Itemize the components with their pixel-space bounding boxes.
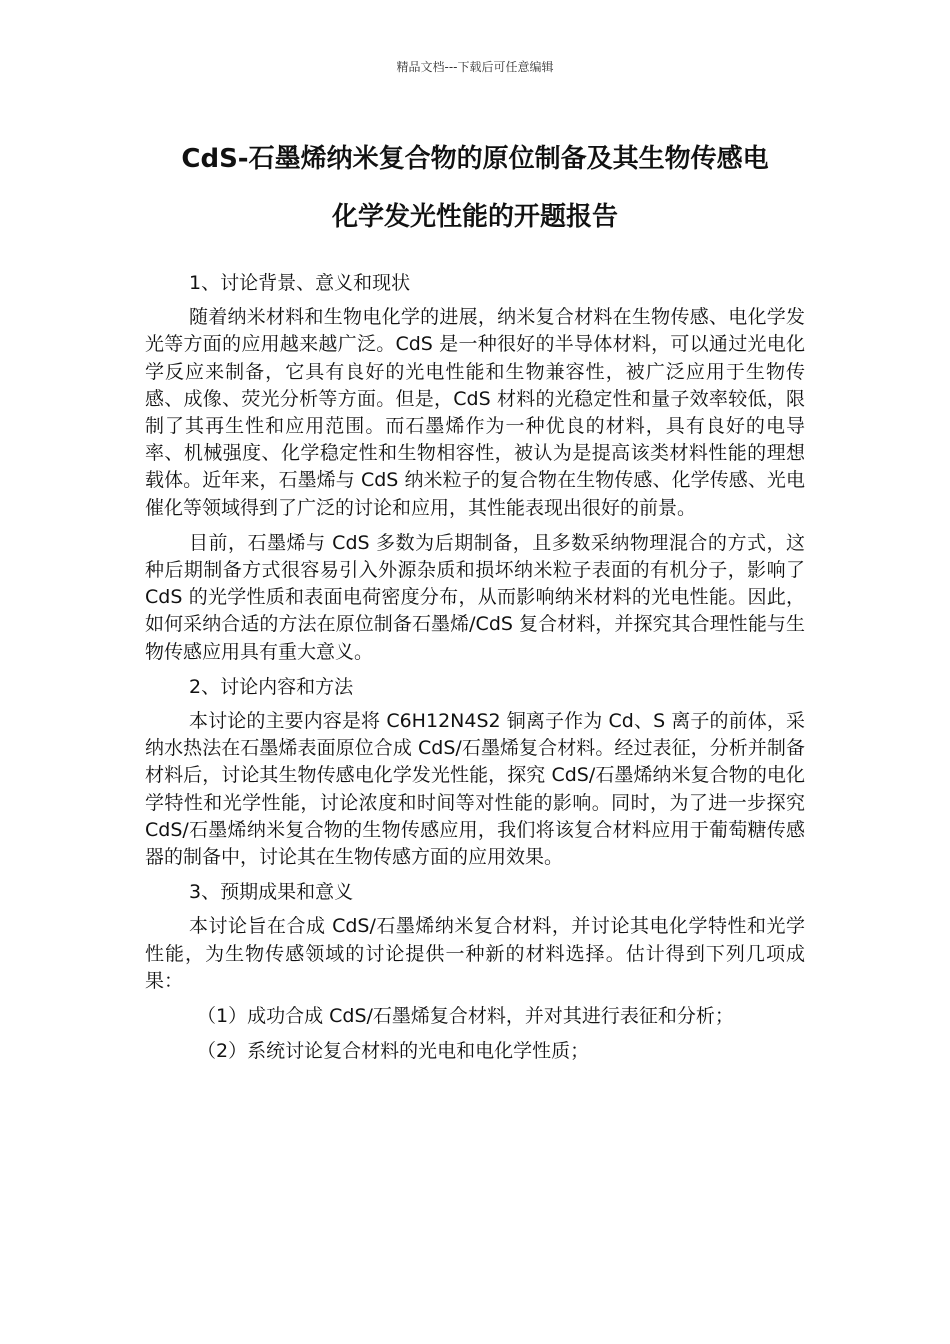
page-header-note: 精品文档---下载后可任意编辑 [396,60,554,74]
section-heading-content-methods: 2、讨论内容和方法 [189,675,354,698]
paragraph-expected-results: 本讨论旨在合成 CdS/石墨烯纳米复合材料，并讨论其电化学特性和光学性能，为生物传感领域的讨论提供一种新的材料选择。估计得到下列几项成果： [145,915,805,992]
list-item-result-1: （1）成功合成 CdS/石墨烯复合材料，并对其进行表征和分析； [197,1005,734,1028]
document-title-line-1: CdS-石墨烯纳米复合物的原位制备及其生物传感电 [181,144,769,174]
list-item-result-2: （2）系统讨论复合材料的光电和电化学性质； [197,1040,590,1063]
document-title-line-2: 化学发光性能的开题报告 [331,202,618,232]
paragraph-content-methods: 本讨论的主要内容是将 C6H12N4S2 铜离子作为 Cd、S 离子的前体，采纳水热法在石墨烯表面原位合成 CdS/石墨烯复合材料。经过表征，分析并制备材料后，讨论其生物传感电化学发光性能，探究 CdS/石墨烯纳米复合物的电化学特性和光学性能，讨论浓度和时间等对性能的影响。同时，为了进一步探究 CdS/石墨烯纳米复合物的生物传感应用，我们将该复合材料应用于葡萄糖传感器的制备中，讨论其在生物传感方面的应用效果。 [145,710,805,869]
document-body [145,270,805,1073]
paragraph-background-2: 目前，石墨烯与 CdS 多数为后期制备，且多数采纳物理混合的方式，这种后期制备方式很容易引入外源杂质和损坏纳米粒子表面的有机分子，影响了 CdS 的光学性质和表面电荷密度分布，从而影响纳米材料的光电性能。因此，如何采纳合适的方法在原位制备石墨烯/CdS 复合材料，并探究其合理性能与生物传感应用具有重大意义。 [145,531,805,663]
section-heading-background: 1、讨论背景、意义和现状 [189,272,411,294]
paragraph-background-1: 随着纳米材料和生物电化学的进展，纳米复合材料在生物传感、电化学发光等方面的应用越来越广泛。CdS 是一种很好的半导体材料，可以通过光电化学反应来制备，它具有良好的光电性能和生物兼容性，被广泛应用于生物传感、成像、荧光分析等方面。但是，CdS 材料的光稳定性和量子效率较低，限制了其再生性和应用范围。而石墨烯作为一种优良的材料，具有良好的电导率、机械强度、化学稳定性和生物相容性，被认为是提高该类材料性能的理想载体。近年来，石墨烯与 CdS 纳米粒子的复合物在生物传感、化学传感、光电催化等领域得到了广泛的讨论和应用，其性能表现出很好的前景。 [145,306,805,519]
section-heading-expected-results: 3、预期成果和意义 [189,881,354,904]
